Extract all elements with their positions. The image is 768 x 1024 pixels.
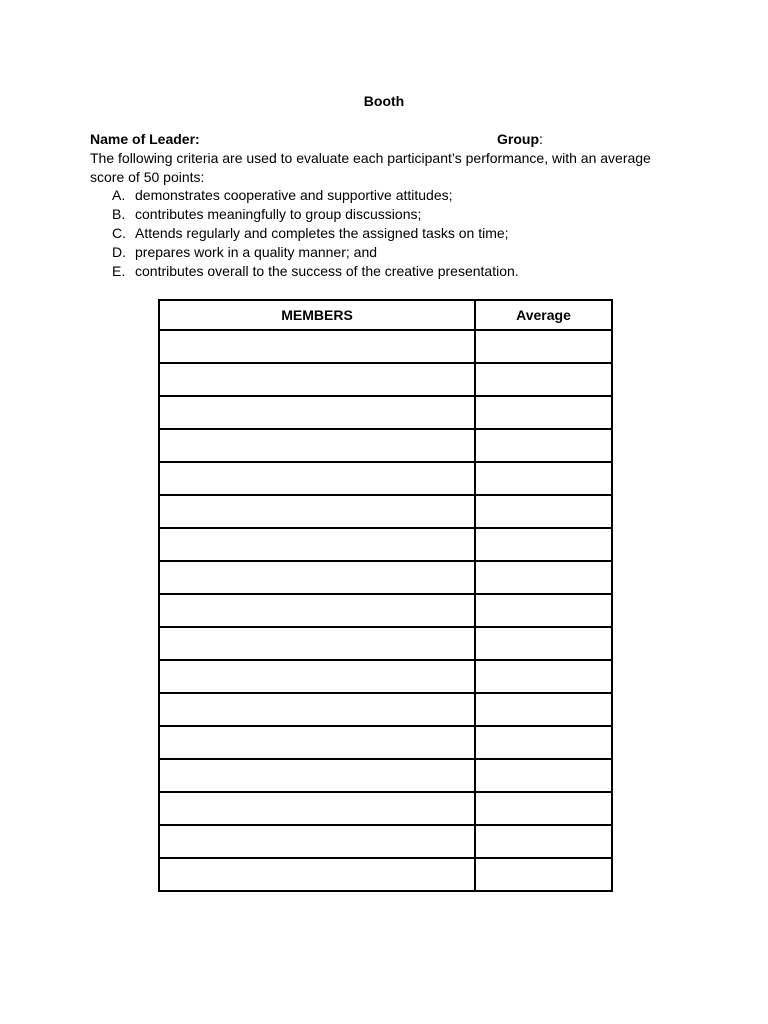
group-label: Group [497, 131, 539, 147]
member-name-cell[interactable] [159, 825, 475, 858]
document-title: Booth [363, 93, 405, 109]
table-row [159, 396, 612, 429]
table-row [159, 429, 612, 462]
average-score-cell[interactable] [475, 594, 612, 627]
member-name-cell[interactable] [159, 528, 475, 561]
average-score-cell[interactable] [475, 330, 612, 363]
average-score-cell[interactable] [475, 627, 612, 660]
criteria-text: contributes overall to the success of the creative presentation. [135, 263, 519, 279]
criteria-item [0, 186, 768, 205]
table-row [159, 693, 612, 726]
member-name-cell[interactable] [159, 858, 475, 891]
criteria-list [0, 186, 768, 281]
average-score-cell[interactable] [475, 528, 612, 561]
table-row [159, 627, 612, 660]
criteria-item [0, 243, 768, 262]
criteria-letter: C. [112, 225, 126, 241]
member-name-cell[interactable] [159, 495, 475, 528]
table-row [159, 462, 612, 495]
average-score-cell[interactable] [475, 495, 612, 528]
average-score-cell[interactable] [475, 858, 612, 891]
member-name-cell[interactable] [159, 594, 475, 627]
member-name-cell[interactable] [159, 660, 475, 693]
criteria-letter: E. [112, 263, 126, 279]
member-name-cell[interactable] [159, 462, 475, 495]
average-score-cell[interactable] [475, 561, 612, 594]
members-column-header: MEMBERS [159, 300, 475, 330]
average-score-cell[interactable] [475, 429, 612, 462]
table-row [159, 660, 612, 693]
table-row [159, 792, 612, 825]
table-header-row [159, 300, 612, 330]
member-name-cell[interactable] [159, 627, 475, 660]
criteria-text: contributes meaningfully to group discussions; [135, 206, 422, 222]
criteria-intro: The following criteria are used to evaluate each participant’s performance, with an average score of 50 points: [90, 150, 651, 185]
member-name-cell[interactable] [159, 792, 475, 825]
table-row [159, 726, 612, 759]
table-row [159, 528, 612, 561]
criteria-item [0, 224, 768, 243]
table-row [159, 363, 612, 396]
leader-name-label: Name of Leader: [90, 131, 200, 147]
table-row [159, 561, 612, 594]
header-fields [90, 130, 690, 148]
criteria-letter: A. [112, 187, 126, 203]
criteria-letter: D. [112, 244, 126, 260]
criteria-text: Attends regularly and completes the assigned tasks on time; [135, 225, 509, 241]
criteria-text: demonstrates cooperative and supportive attitudes; [135, 187, 453, 203]
average-score-cell[interactable] [475, 759, 612, 792]
table-row [159, 495, 612, 528]
member-name-cell[interactable] [159, 429, 475, 462]
criteria-text: prepares work in a quality manner; and [135, 244, 378, 260]
average-score-cell[interactable] [475, 825, 612, 858]
average-score-cell[interactable] [475, 660, 612, 693]
member-name-cell[interactable] [159, 759, 475, 792]
average-score-cell[interactable] [475, 792, 612, 825]
average-score-cell[interactable] [475, 726, 612, 759]
group-field [497, 130, 543, 148]
members-table-body [159, 330, 612, 891]
member-name-cell[interactable] [159, 561, 475, 594]
average-score-cell[interactable] [475, 693, 612, 726]
criteria-item [0, 262, 768, 281]
average-score-cell[interactable] [475, 462, 612, 495]
member-name-cell[interactable] [159, 693, 475, 726]
criteria-item [0, 205, 768, 224]
criteria-letter: B. [112, 206, 126, 222]
average-score-cell[interactable] [475, 396, 612, 429]
average-column-header: Average [475, 300, 612, 330]
average-score-cell[interactable] [475, 363, 612, 396]
member-name-cell[interactable] [159, 363, 475, 396]
table-row [159, 594, 612, 627]
table-row [159, 759, 612, 792]
table-row [159, 330, 612, 363]
members-table [158, 299, 613, 892]
table-row [159, 825, 612, 858]
table-row [159, 858, 612, 891]
group-colon: : [539, 131, 543, 147]
member-name-cell[interactable] [159, 726, 475, 759]
member-name-cell[interactable] [159, 396, 475, 429]
member-name-cell[interactable] [159, 330, 475, 363]
